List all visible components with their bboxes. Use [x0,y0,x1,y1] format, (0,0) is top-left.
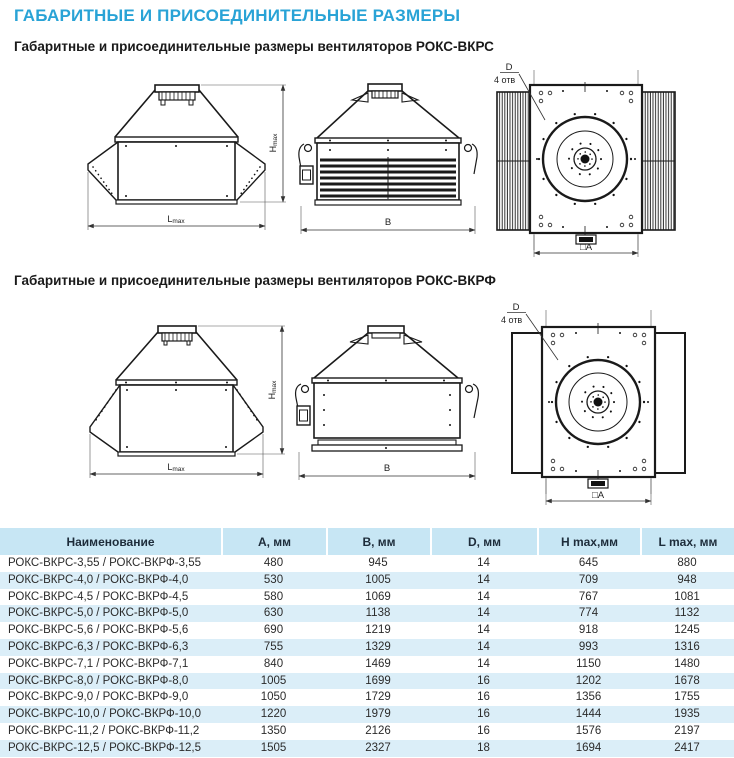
table-cell: 1444 [537,706,640,723]
vkrf-side-view-drawing [293,300,485,525]
b-label: B [384,217,392,228]
table-cell: РОКС-ВКРС-7,1 / РОКС-ВКРФ-7,1 [0,656,221,673]
table-row [0,589,734,606]
d-label: D [505,62,513,73]
table-cell: 16 [430,723,537,740]
hmax-label: Hmax [268,133,280,153]
table-cell: 1069 [326,589,430,606]
table-cell: 1219 [326,622,430,639]
table-cell: 1150 [537,656,640,673]
table-cell: 1576 [537,723,640,740]
table-cell: РОКС-ВКРС-5,6 / РОКС-ВКРФ-5,6 [0,622,221,639]
table-cell: 1979 [326,706,430,723]
a-square-label: □A [591,490,605,501]
table-cell: РОКС-ВКРС-12,5 / РОКС-ВКРФ-12,5 [0,740,221,757]
holes-label: 4 отв [501,315,523,325]
table-cell: 580 [221,589,326,606]
table-cell: 880 [640,555,734,572]
table-cell: 948 [640,572,734,589]
table-cell: 630 [221,605,326,622]
vkrs-side-view-drawing [293,70,485,262]
vkrs-front-view-drawing [64,70,296,262]
table-cell: 1245 [640,622,734,639]
table-cell: 530 [221,572,326,589]
vkrf-front-view-drawing [64,300,296,525]
table-cell: 945 [326,555,430,572]
table-cell: 14 [430,639,537,656]
table-cell: РОКС-ВКРС-11,2 / РОКС-ВКРФ-11,2 [0,723,221,740]
table-row [0,605,734,622]
column-header: L max, мм [640,528,734,555]
table-cell: 1350 [221,723,326,740]
table-cell: 755 [221,639,326,656]
table-cell: 18 [430,740,537,757]
table-cell: 16 [430,706,537,723]
table-cell: 1356 [537,689,640,706]
dimensions-table [0,528,734,757]
table-cell: РОКС-ВКРС-6,3 / РОКС-ВКРФ-6,3 [0,639,221,656]
table-header-row [0,528,734,555]
table-cell: 2417 [640,740,734,757]
table-cell: 690 [221,622,326,639]
table-cell: 2197 [640,723,734,740]
table-cell: 14 [430,589,537,606]
table-cell: 1005 [221,673,326,690]
table-cell: 16 [430,689,537,706]
table-cell: РОКС-ВКРС-4,5 / РОКС-ВКРФ-4,5 [0,589,221,606]
table-cell: 767 [537,589,640,606]
table-cell: РОКС-ВКРС-3,55 / РОКС-ВКРФ-3,55 [0,555,221,572]
table-cell: 1469 [326,656,430,673]
vkrs-top-view-drawing [488,58,728,263]
table-cell: РОКС-ВКРС-10,0 / РОКС-ВКРФ-10,0 [0,706,221,723]
hmax-label: Hmax [267,380,279,400]
table-cell: 709 [537,572,640,589]
lmax-label: Lmax [167,462,185,474]
table-cell: 2327 [326,740,430,757]
table-cell: 16 [430,673,537,690]
column-header: H max,мм [537,528,640,555]
table-cell: 1132 [640,605,734,622]
table-cell: РОКС-ВКРС-4,0 / РОКС-ВКРФ-4,0 [0,572,221,589]
table-cell: 2126 [326,723,430,740]
table-cell: 1729 [326,689,430,706]
table-cell: 1935 [640,706,734,723]
column-header: А, мм [221,528,326,555]
table-cell: 1138 [326,605,430,622]
lmax-label: Lmax [167,214,185,226]
table-cell: 1694 [537,740,640,757]
table-cell: 993 [537,639,640,656]
table-cell: 14 [430,622,537,639]
table-row [0,572,734,589]
table-cell: РОКС-ВКРС-9,0 / РОКС-ВКРФ-9,0 [0,689,221,706]
vkrf-top-view-drawing [488,298,728,523]
section-title-vkrf: Габаритные и присоединительные размеры вентиляторов РОКС-ВКРФ [14,273,496,288]
table-cell: 1329 [326,639,430,656]
table-cell: 840 [221,656,326,673]
table-cell: 1505 [221,740,326,757]
table-cell: 1316 [640,639,734,656]
table-row [0,706,734,723]
table-cell: 1699 [326,673,430,690]
table-cell: РОКС-ВКРС-8,0 / РОКС-ВКРФ-8,0 [0,673,221,690]
table-cell: 1081 [640,589,734,606]
table-cell: 1480 [640,656,734,673]
table-cell: 1678 [640,673,734,690]
table-cell: 1220 [221,706,326,723]
table-row [0,555,734,572]
table-cell: 14 [430,572,537,589]
b-label: B [383,463,391,474]
table-cell: 1050 [221,689,326,706]
table-row [0,689,734,706]
table-cell: РОКС-ВКРС-5,0 / РОКС-ВКРФ-5,0 [0,605,221,622]
table-cell: 645 [537,555,640,572]
table-cell: 1755 [640,689,734,706]
table-cell: 14 [430,656,537,673]
table-cell: 14 [430,555,537,572]
d-label: D [512,302,520,313]
table-row [0,740,734,757]
a-square-label: □A [579,242,593,253]
table-cell: 14 [430,605,537,622]
table-row [0,622,734,639]
table-row [0,723,734,740]
column-header: D, мм [430,528,537,555]
table-cell: 1202 [537,673,640,690]
table-row [0,656,734,673]
section-title-vkrs: Габаритные и присоединительные размеры вентиляторов РОКС-ВКРС [14,39,494,54]
table-cell: 918 [537,622,640,639]
table-cell: 480 [221,555,326,572]
table-cell: 1005 [326,572,430,589]
table-row [0,639,734,656]
table-cell: 774 [537,605,640,622]
table-row [0,673,734,690]
holes-label: 4 отв [494,75,516,85]
column-header: Наименование [0,528,221,555]
column-header: В, мм [326,528,430,555]
page-title: ГАБАРИТНЫЕ И ПРИСОЕДИНИТЕЛЬНЫЕ РАЗМЕРЫ [14,6,461,25]
